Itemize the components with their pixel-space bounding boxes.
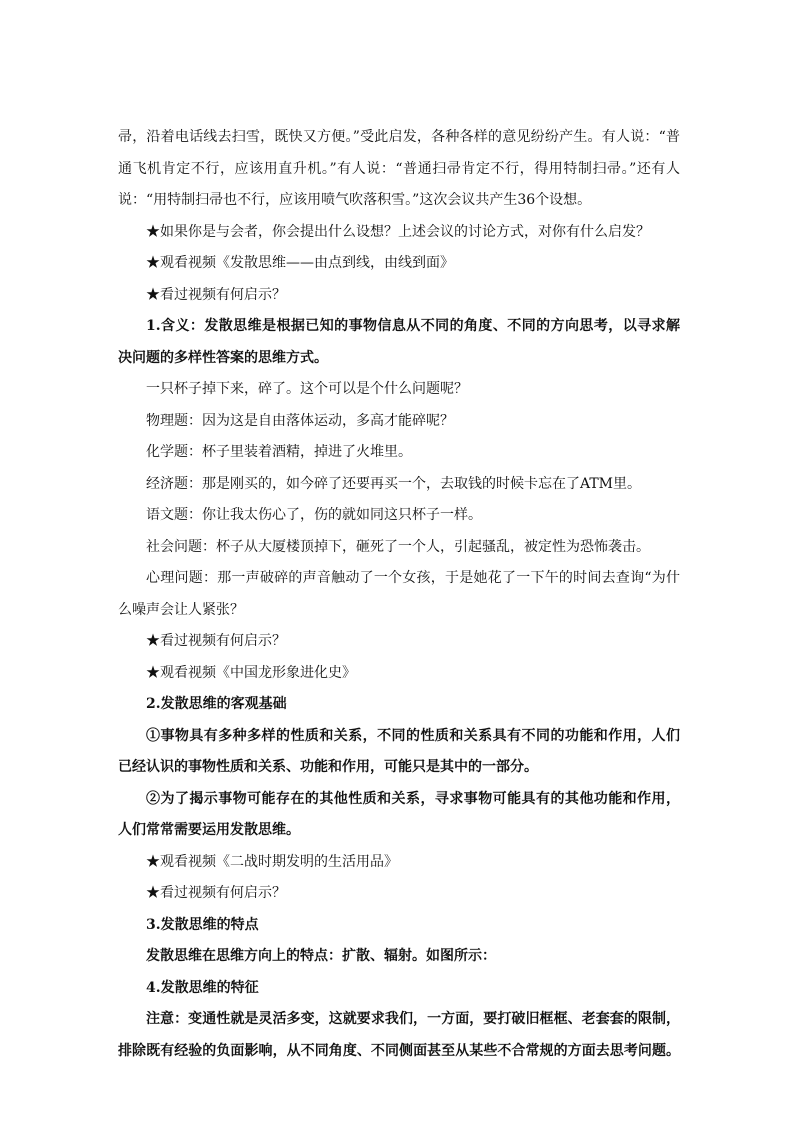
paragraph-line: 一只杯子掉下来，碎了。这个可以是个什么问题呢？ (146, 381, 468, 397)
paragraph-line: 心理问题：那一声破碎的声音触动了一个女孩，于是她花了一下午的时间去查询“为什 (146, 570, 680, 586)
paragraph-line: ★观看视频《中国龙形象进化史》 (146, 664, 356, 681)
paragraph-line: 么噪声会让人紧张？ (118, 601, 244, 618)
paragraph-line: ①事物具有多种多样的性质和关系，不同的性质和关系具有不同的功能和作用，人们 (146, 727, 680, 744)
paragraph-line: 1.含义：发散思维是根据已知的事物信息从不同的角度、不同的方向思考，以寻求解 (146, 318, 680, 334)
paragraph-line: 4.发散思维的特征 (146, 979, 259, 996)
paragraph-line: 帚，沿着电话线去扫雪，既快又方便。”受此启发，各种各样的意见纷纷产生。有人说：“普 (118, 129, 680, 145)
paragraph-line: 物理题：因为这是自由落体运动，多高才能碎呢？ (146, 412, 454, 429)
paragraph-line: 决问题的多样性答案的思维方式。 (118, 349, 328, 366)
document-body (118, 127, 680, 1072)
paragraph-line: ②为了揭示事物可能存在的其他性质和关系，寻求事物可能具有的其他功能和作用， (146, 790, 680, 807)
paragraph-line: 化学题：杯子里装着酒精，掉进了火堆里。 (146, 444, 412, 460)
paragraph-line: ★观看视频《发散思维——由点到线，由线到面》 (146, 255, 454, 271)
paragraph-line: ★看过视频有何启示？ (146, 286, 286, 303)
paragraph-line: 说：“用特制扫帚也不行，应该用喷气吹落积雪。”这次会议共产生36个设想。 (118, 192, 592, 208)
paragraph-line: ★看过视频有何启示？ (146, 885, 286, 901)
paragraph-line: 排除既有经验的负面影响，从不同角度、不同侧面甚至从某些不合常规的方面去思考问题。 (118, 1042, 680, 1059)
paragraph-line: 2.发散思维的客观基础 (146, 696, 287, 712)
paragraph-line: ★如果你是与会者，你会提出什么设想？上述会议的讨论方式，对你有什么启发？ (146, 223, 650, 240)
paragraph-line: 社会问题：杯子从大厦楼顶掉下，砸死了一个人，引起骚乱，被定性为恐怖袭击。 (146, 538, 650, 555)
paragraph-line: ★观看视频《二战时期发明的生活用品》 (146, 853, 398, 870)
paragraph-line: ★看过视频有何启示？ (146, 633, 286, 649)
paragraph-line: 注意：变通性就是灵活多变，这就要求我们，一方面，要打破旧框框、老套套的限制， (146, 1011, 680, 1027)
paragraph-line: 发散思维在思维方向上的特点：扩散、辐射。如图所示： (146, 948, 496, 964)
paragraph-line: 语文题：你让我太伤心了，伤的就如同这只杯子一样。 (146, 507, 482, 523)
paragraph-line: 3.发散思维的特点 (146, 916, 259, 933)
paragraph-line: 通飞机肯定不行，应该用直升机。”有人说：“普通扫帚肯定不行，得用特制扫帚。”还有人 (118, 160, 680, 177)
paragraph-line: 已经认识的事物性质和关系、功能和作用，可能只是其中的一部分。 (118, 759, 538, 775)
paragraph-line: 经济题：那是刚买的，如今碎了还要再买一个，去取钱的时候卡忘在了ATM里。 (146, 475, 642, 492)
paragraph-line: 人们常常需要运用发散思维。 (118, 822, 300, 838)
